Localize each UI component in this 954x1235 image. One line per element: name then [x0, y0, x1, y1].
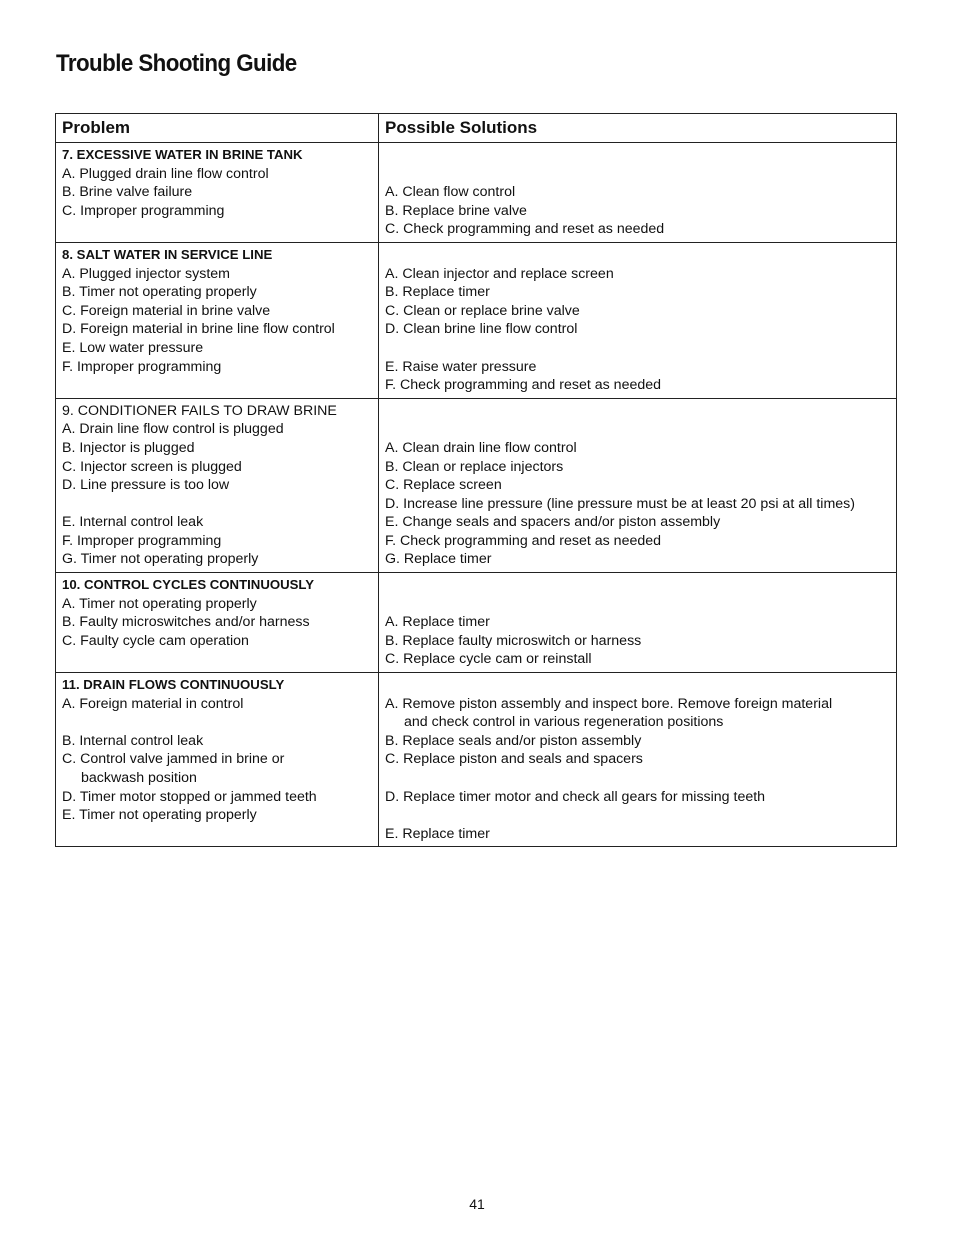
solution-line: [385, 769, 890, 788]
solution-line: E. Raise water pressure: [385, 358, 537, 375]
problem-heading: 9. CONDITIONER FAILS TO DRAW BRINE: [62, 402, 337, 419]
solution-line: A. Clean flow control: [385, 184, 516, 201]
solution-line: C. Replace screen: [385, 477, 502, 494]
solution-cell: [379, 399, 896, 572]
solution-line: [385, 339, 890, 358]
problem-line: B. Brine valve failure: [62, 184, 193, 201]
solution-line: [385, 165, 890, 184]
solution-line: E. Replace timer: [385, 825, 490, 842]
problem-line: F. Improper programming: [62, 532, 222, 549]
table-row: [56, 242, 896, 398]
problem-line-continued: backwash position: [81, 770, 197, 786]
problem-heading: 11. DRAIN FLOWS CONTINUOUSLY: [62, 677, 285, 693]
table-header-row: [56, 114, 896, 142]
problem-line: C. Injector screen is plugged: [62, 458, 242, 475]
troubleshooting-table: [55, 113, 897, 847]
problem-line: B. Injector is plugged: [62, 439, 195, 456]
problem-line: C. Foreign material in brine valve: [62, 302, 271, 319]
problem-cell: [56, 243, 379, 398]
problem-line: A. Plugged drain line flow control: [62, 165, 269, 182]
problem-line: B. Faulty microswitches and/or harness: [62, 614, 310, 631]
solution-line: C. Replace piston and seals and spacers: [385, 751, 643, 768]
solution-line: [385, 246, 890, 265]
table-row: [56, 572, 896, 672]
solution-line: [385, 595, 890, 614]
problem-line: C. Faulty cycle cam operation: [62, 632, 249, 649]
solution-line: G. Replace timer: [385, 551, 492, 568]
solution-cell: [379, 143, 896, 242]
problem-line: D. Foreign material in brine line flow control: [62, 321, 335, 338]
problem-column-header: Problem: [56, 114, 379, 142]
problem-line: E. Low water pressure: [62, 339, 204, 356]
problem-line: D. Timer motor stopped or jammed teeth: [62, 788, 317, 805]
solution-line: E. Change seals and spacers and/or piston assembly: [385, 514, 721, 531]
problem-line: [62, 713, 372, 732]
problem-line: E. Internal control leak: [62, 514, 204, 531]
problem-cell: [56, 399, 379, 572]
problem-line: A. Timer not operating properly: [62, 595, 257, 612]
solution-line: A. Remove piston assembly and inspect bore. Remove foreign material: [385, 695, 833, 712]
problem-line: A. Drain line flow control is plugged: [62, 421, 284, 438]
solution-line: C. Clean or replace brine valve: [385, 302, 580, 319]
solutions-column-header: Possible Solutions: [385, 118, 538, 137]
solution-line: D. Clean brine line flow control: [385, 321, 578, 338]
solution-line: B. Clean or replace injectors: [385, 458, 564, 475]
table-row: [56, 672, 896, 846]
page-number: 41: [469, 1196, 485, 1212]
solution-line: A. Clean injector and replace screen: [385, 265, 614, 282]
solution-line-continued: and check control in various regeneration positions: [404, 714, 724, 731]
problem-line: E. Timer not operating properly: [62, 807, 257, 824]
problem-line: [62, 825, 372, 844]
problem-line: B. Internal control leak: [62, 732, 204, 749]
problem-heading: 8. SALT WATER IN SERVICE LINE: [62, 246, 273, 262]
solution-cell: [379, 243, 896, 398]
table-row: [56, 142, 896, 242]
solution-line: [385, 576, 890, 595]
solution-line: F. Check programming and reset as needed: [385, 532, 662, 549]
problem-line: C. Control valve jammed in brine or: [62, 751, 285, 768]
solution-line: D. Increase line pressure (line pressure must be at least 20 psi at all times): [385, 495, 855, 512]
problem-line: A. Plugged injector system: [62, 265, 230, 282]
page-title: Trouble Shooting Guide: [56, 50, 297, 77]
solution-line: B. Replace brine valve: [385, 202, 527, 219]
problem-line: [62, 376, 372, 395]
problem-line: G. Timer not operating properly: [62, 551, 259, 568]
solution-line: C. Check programming and reset as needed: [385, 221, 665, 238]
problem-cell: [56, 573, 379, 672]
problem-line: C. Improper programming: [62, 202, 225, 219]
solution-cell: [379, 673, 896, 846]
solution-line: B. Replace faulty microswitch or harness: [385, 632, 642, 649]
solution-line: A. Clean drain line flow control: [385, 439, 577, 456]
solution-line: C. Replace cycle cam or reinstall: [385, 651, 592, 668]
problem-heading: 10. CONTROL CYCLES CONTINUOUSLY: [62, 577, 315, 593]
solution-line: D. Replace timer motor and check all gears for missing teeth: [385, 788, 766, 805]
solution-line: [385, 806, 890, 825]
problem-line: [62, 650, 372, 669]
problem-line: B. Timer not operating properly: [62, 284, 257, 301]
problem-line: A. Foreign material in control: [62, 695, 244, 712]
problem-line: F. Improper programming: [62, 358, 222, 375]
solution-cell: [379, 573, 896, 672]
problem-line: D. Line pressure is too low: [62, 477, 230, 494]
solution-line: B. Replace timer: [385, 284, 490, 301]
problem-cell: [56, 673, 379, 846]
problem-cell: [56, 143, 379, 242]
problem-line: [62, 220, 372, 239]
solution-line: [385, 676, 890, 695]
solution-line: A. Replace timer: [385, 614, 490, 631]
table-row: [56, 398, 896, 572]
solution-line: [385, 146, 890, 165]
problem-line: [62, 495, 372, 514]
solution-line: [385, 402, 890, 421]
solution-line: F. Check programming and reset as needed: [385, 377, 662, 394]
solution-line: B. Replace seals and/or piston assembly: [385, 732, 642, 749]
solution-line: [385, 420, 890, 439]
problem-heading: 7. EXCESSIVE WATER IN BRINE TANK: [62, 147, 303, 162]
